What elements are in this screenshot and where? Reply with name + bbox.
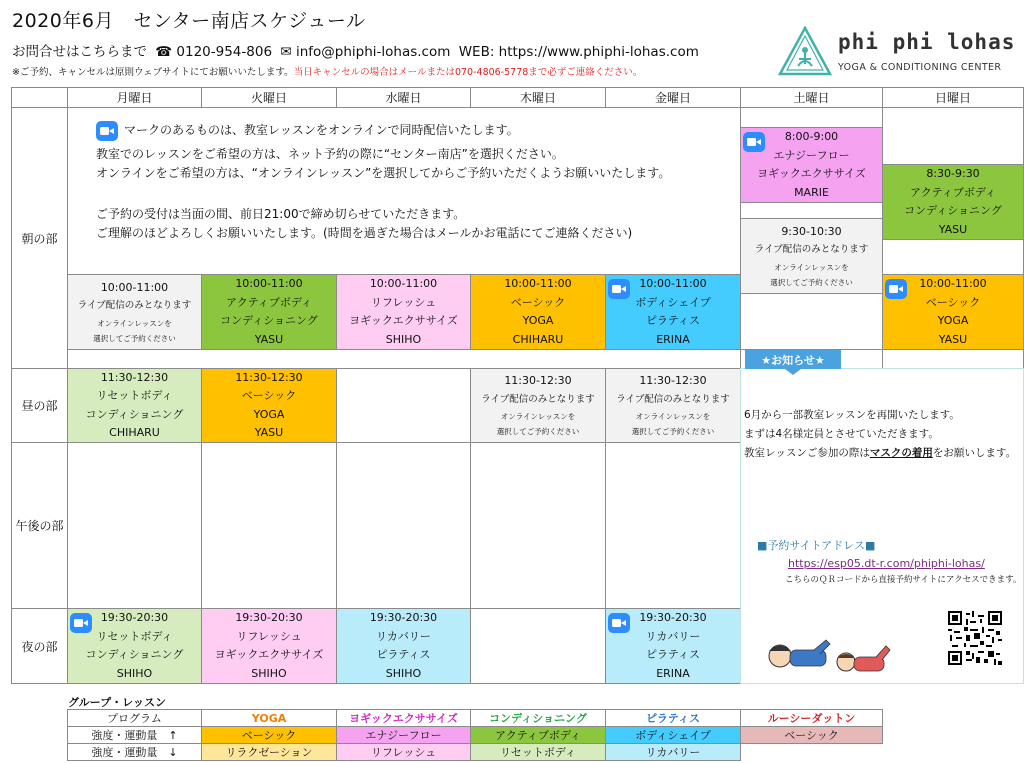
class-category: ピラティス (645, 648, 701, 661)
class-instructor: YASU (254, 426, 284, 439)
legend-cat-yoga: YOGA (201, 709, 337, 727)
website-url[interactable]: WEB: https://www.phiphi-lohas.com (458, 44, 699, 60)
day-header-sun: 日曜日 (882, 87, 1024, 108)
zoom-icon (608, 279, 630, 299)
class-name: ベーシック (241, 389, 297, 402)
empty-thu-night (470, 608, 606, 684)
class-category: コンディショニング (85, 648, 184, 661)
email-address[interactable]: ✉ info@phiphi-lohas.com (280, 44, 451, 60)
morning-spacer (67, 349, 741, 369)
class-category: ピラティス (376, 648, 431, 661)
news-text: 教室レッスンご参加の際は (744, 447, 870, 459)
class-mon-1130[interactable] (67, 368, 202, 443)
class-name: ベーシック (510, 295, 566, 309)
logo-subtitle: YOGA & CONDITIONING CENTER (838, 62, 1002, 73)
intro-line: マークのあるものは、教室レッスンをオンラインで同時配信いたします。 (124, 123, 519, 137)
empty-mon-afternoon (67, 442, 202, 609)
class-time: 10:00-11:00 (369, 277, 438, 290)
legend-yogic-high: エナジーフロー (336, 726, 471, 744)
sat-morning-top (740, 107, 883, 128)
class-category: コンディショニング (220, 314, 318, 327)
stretch-illustration (764, 638, 914, 674)
class-name: リフレッシュ (236, 629, 302, 643)
class-category: ヨギックエクササイズ (214, 648, 324, 661)
news-line: まずは4名様定員とさせていただきます。 (744, 428, 939, 440)
class-instructor: ERINA (656, 332, 690, 346)
contact-info (12, 40, 703, 60)
intro-line: ご予約の受付は当面の間、前日21:00で締め切らせていただきます。 (96, 206, 466, 221)
class-time: 19:30-20:30 (639, 611, 707, 624)
class-category: ヨギックエクササイズ (349, 314, 458, 327)
page-title: 2020年6月 センター南店スケジュール (12, 10, 366, 32)
class-instructor: YASU (938, 332, 968, 346)
intro-line: ご理解のほどよろしくお願いいたします。(時間を過ぎた場合はメールかお電話にてご連絡ください) (96, 226, 633, 240)
class-sat-0930[interactable] (740, 218, 883, 294)
corner-cell (11, 87, 68, 108)
day-header-mon: 月曜日 (67, 87, 202, 108)
class-name: ライブ配信のみとなります (77, 300, 192, 311)
class-instructor: SHIHO (116, 666, 153, 680)
empty-thu-afternoon (470, 442, 606, 609)
legend-lucy-high: ベーシック (740, 726, 883, 744)
sun-morning-top (882, 107, 1024, 165)
sat-morning-bottom (740, 293, 883, 350)
day-header-wed: 水曜日 (336, 87, 471, 108)
class-time: 9:30-10:30 (781, 224, 842, 238)
legend-cat-lucy: ルーシーダットン (740, 709, 883, 727)
class-time: 10:00-11:00 (100, 280, 169, 294)
legend-conditioning-high: アクティブボディ (470, 726, 606, 744)
notice-text: ※ご予約、キャンセルは原則ウェブサイトにてお願いいたします。 (12, 67, 294, 78)
class-time: 19:30-20:30 (100, 611, 169, 624)
news-line: 6月から一部教室レッスンを再開いたします。 (744, 409, 960, 421)
class-note: 選択してご予約ください (93, 333, 176, 343)
class-wed-1930[interactable] (336, 608, 471, 684)
legend-yoga-low: リラクゼーション (201, 743, 337, 761)
class-instructor: SHIHO (385, 666, 422, 680)
class-mon-1000[interactable] (67, 274, 202, 350)
class-time: 10:00-11:00 (639, 277, 707, 290)
legend-pilates-high: ボディシェイプ (605, 726, 741, 744)
class-instructor: YASU (938, 222, 968, 236)
class-note: オンラインレッスンを (635, 412, 711, 421)
class-time: 11:30-12:30 (100, 370, 169, 384)
sat-gap (740, 202, 883, 219)
section-night: 夜の部 (11, 608, 68, 684)
online-intro (96, 121, 670, 244)
class-time: 10:00-11:00 (504, 277, 572, 290)
class-instructor: YASU (254, 332, 284, 346)
class-time: 11:30-12:30 (639, 374, 707, 387)
class-category: YOGA (522, 314, 554, 327)
class-thu-1000[interactable] (470, 274, 606, 350)
empty-wed-noon (336, 368, 471, 443)
legend-conditioning-low: リセットボディ (470, 743, 606, 761)
legend-cat-pilates: ピラティス (605, 709, 741, 727)
class-time: 8:00-9:00 (784, 130, 839, 143)
sun-gap (882, 239, 1024, 275)
class-time: 11:30-12:30 (504, 374, 572, 387)
legend-yogic-low: リフレッシュ (336, 743, 471, 761)
brand-logo (778, 24, 1018, 80)
class-time: 8:30-9:30 (926, 167, 980, 180)
logo-triangle-icon (778, 26, 832, 78)
news-line (744, 445, 1016, 460)
class-instructor: CHIHARU (109, 426, 160, 439)
booking-notice (12, 64, 642, 78)
class-name: リセットボディ (96, 389, 173, 402)
class-instructor: ERINA (656, 666, 690, 680)
phone-number: ☎ 0120-954-806 (155, 44, 273, 60)
class-name: リカバリー (376, 629, 431, 643)
class-category: YOGA (253, 407, 285, 421)
class-name: アクティブボディ (226, 295, 312, 309)
qr-note: こちらのＱＲコードから直接予約サイトにアクセスできます。 (785, 575, 1022, 585)
section-afternoon: 午後の部 (11, 442, 68, 609)
legend-pilates-low: リカバリー (605, 743, 741, 761)
class-name: アクティブボディ (910, 185, 996, 199)
empty-wed-afternoon (336, 442, 471, 609)
notice-warning: 当日キャンセルの場合はメールまたは070-4806-5778まで必ずご連絡ください。 (293, 67, 643, 78)
class-note: オンラインレッスンを (500, 412, 576, 421)
class-name: エナジーフロー (773, 148, 850, 162)
legend-cat-yogic: ヨギックエクササイズ (336, 709, 471, 727)
legend-yoga-high: ベーシック (201, 726, 337, 744)
class-tue-1000[interactable] (201, 274, 337, 350)
intro-line: オンラインをご希望の方は、“オンラインレッスン”を選択してからご予約いただくようお願いいたします。 (96, 166, 671, 180)
class-note: オンラインレッスンを (97, 318, 172, 328)
class-instructor: SHIHO (385, 332, 422, 346)
class-time: 11:30-12:30 (235, 370, 303, 384)
class-tue-1130[interactable] (201, 368, 337, 443)
class-note: 選択してご予約ください (770, 277, 853, 287)
legend-intensity-high: 強度・運動量 ↑ (67, 726, 202, 744)
qr-code[interactable] (948, 611, 1002, 665)
class-name: リカバリー (645, 629, 701, 643)
booking-site-link[interactable]: https://esp05.dt-r.com/phiphi-lohas/ (788, 557, 985, 570)
class-category: コンディショニング (85, 407, 184, 421)
class-note: 選択してご予約ください (631, 427, 715, 436)
class-name: ライブ配信のみとなります (754, 244, 869, 255)
booking-site-label: ■予約サイトアドレス■ (757, 539, 876, 552)
class-category: コンディショニング (904, 204, 1002, 217)
class-name: リフレッシュ (370, 295, 437, 309)
day-header-sat: 土曜日 (740, 87, 883, 108)
class-instructor: CHIHARU (512, 332, 564, 346)
class-thu-1130[interactable] (470, 368, 606, 443)
class-category: YOGA (937, 314, 969, 327)
class-name: ベーシック (925, 295, 981, 309)
class-name: ライブ配信のみとなります (481, 393, 595, 405)
empty-tue-afternoon (201, 442, 337, 609)
class-note: オンラインレッスンを (774, 262, 849, 272)
class-time: 19:30-20:30 (369, 611, 438, 624)
news-text: をお願いします。 (932, 447, 1017, 459)
class-fri-1130[interactable] (605, 368, 741, 443)
day-header-fri: 金曜日 (605, 87, 741, 108)
zoom-icon (743, 132, 765, 152)
contact-label: お問合せはこちらまで (12, 44, 147, 60)
zoom-icon (70, 613, 92, 633)
class-note: 選択してご予約ください (496, 427, 580, 436)
class-sun-0830[interactable] (882, 164, 1024, 240)
logo-name: phi phi lohas (838, 30, 1016, 54)
class-time: 10:00-11:00 (235, 277, 303, 290)
day-header-tue: 火曜日 (201, 87, 337, 108)
zoom-icon (885, 279, 907, 299)
section-morning: 朝の部 (11, 107, 68, 369)
news-title: ★お知らせ★ (761, 354, 825, 367)
legend-program-label: プログラム (67, 709, 202, 727)
legend-title: グループ・レッスン (68, 696, 167, 709)
class-tue-1930[interactable] (201, 608, 337, 684)
class-name: ライブ配信のみとなります (616, 393, 730, 405)
class-instructor: SHIHO (251, 666, 287, 680)
zoom-icon (608, 613, 630, 633)
intro-line: 教室でのレッスンをご希望の方は、ネット予約の際に“センター南店”を選択ください。 (96, 146, 564, 161)
class-wed-1000[interactable] (336, 274, 471, 350)
class-name: ボディシェイプ (635, 295, 711, 309)
legend-cat-conditioning: コンディショニング (470, 709, 606, 727)
section-noon: 昼の部 (11, 368, 68, 443)
day-header-thu: 木曜日 (470, 87, 606, 108)
class-name: リセットボディ (96, 629, 173, 643)
legend-intensity-low: 強度・運動量 ↓ (67, 743, 202, 761)
morning-spacer-sun (882, 349, 1024, 369)
class-time: 19:30-20:30 (235, 611, 303, 624)
class-instructor: MARIE (794, 185, 829, 199)
empty-fri-afternoon (605, 442, 741, 609)
class-category: ヨギックエクササイズ (757, 167, 866, 180)
class-category: ピラティス (645, 314, 701, 327)
class-time: 10:00-11:00 (919, 277, 987, 290)
mask-emphasis: マスクの着用 (869, 447, 933, 459)
